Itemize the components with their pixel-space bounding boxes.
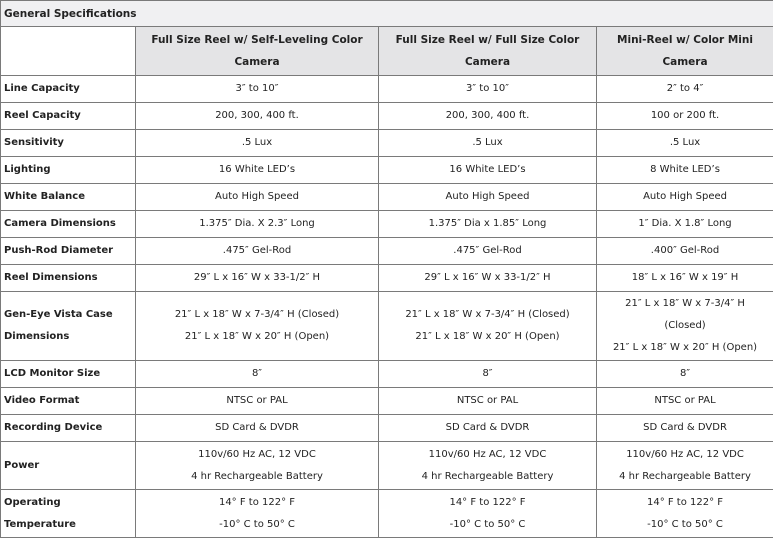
spec-value-cell: [136, 157, 379, 184]
row-label-cell: [1, 361, 136, 388]
row-label: Sensitivity: [4, 137, 64, 148]
spec-value: 1.375″ Dia x 1.85″ Long: [428, 218, 547, 229]
row-label: Reel Capacity: [4, 110, 81, 121]
spec-value-cell: [597, 292, 773, 361]
table-row: [1, 103, 773, 130]
spec-value: 21″ L x 18″ W x 20″ H (Open): [612, 342, 758, 353]
spec-value: .475″ Gel-Rod: [453, 245, 522, 256]
row-label: Push-Rod Diameter: [4, 245, 114, 256]
spec-value: 29″ L x 16″ W x 33-1/2″ H: [193, 272, 321, 283]
spec-value-cell: [379, 415, 597, 442]
spec-value-cell: [379, 130, 597, 157]
spec-value: -10° C to 50° C: [647, 518, 723, 530]
row-label-cell: [1, 103, 136, 130]
spec-value-cell: [597, 490, 773, 538]
spec-value: SD Card & DVDR: [215, 422, 299, 433]
spec-value: 18″ L x 16″ W x 19″ H: [631, 272, 739, 283]
spec-value: 110v/60 Hz AC, 12 VDC: [428, 448, 547, 460]
table-row: [1, 490, 773, 538]
row-label: Power: [4, 459, 40, 471]
spec-value-cell: [379, 388, 597, 415]
spec-value: NTSC or PAL: [654, 395, 716, 406]
spec-value: 16 White LED’s: [218, 164, 296, 175]
spec-value-cell: [597, 415, 773, 442]
spec-value: 3″ to 10″: [235, 83, 279, 94]
row-label-cell: [1, 388, 136, 415]
row-label: Camera Dimensions: [4, 218, 116, 229]
spec-value: 110v/60 Hz AC, 12 VDC: [626, 448, 744, 460]
spec-value-cell: [136, 442, 379, 490]
column-header-mini-reel: Mini-Reel w/ Color Mini Camera: [597, 27, 773, 76]
spec-value-cell: [379, 157, 597, 184]
spec-value-cell: [136, 211, 379, 238]
spec-value-cell: [597, 184, 773, 211]
table-row: [1, 130, 773, 157]
spec-value-cell: [597, 361, 773, 388]
spec-value-cell: [136, 292, 379, 361]
spec-value: 100 or 200 ft.: [650, 110, 720, 121]
spec-value: 8″: [251, 368, 263, 379]
spec-value-cell: [597, 265, 773, 292]
spec-value: 200, 300, 400 ft.: [215, 110, 299, 121]
spec-value-cell: [136, 76, 379, 103]
spec-value: Auto High Speed: [445, 191, 530, 202]
spec-value-cell: [136, 490, 379, 538]
spec-value: 21″ L x 18″ W x 7-3/4″ H (Closed): [405, 309, 570, 320]
row-label-cell: [1, 238, 136, 265]
spec-value: -10° C to 50° C: [219, 518, 295, 530]
spec-table-body: [1, 1, 773, 538]
row-label-cell: [1, 265, 136, 292]
spec-value: NTSC or PAL: [456, 395, 519, 406]
spec-value-cell: [136, 415, 379, 442]
spec-value: 4 hr Rechargeable Battery: [619, 470, 751, 482]
spec-value-cell: [379, 76, 597, 103]
table-row: [1, 292, 773, 361]
spec-value-cell: [379, 442, 597, 490]
spec-value-cell: [597, 130, 773, 157]
spec-value-cell: [597, 211, 773, 238]
row-label: White Balance: [4, 191, 85, 202]
table-row: [1, 157, 773, 184]
spec-value: .5 Lux: [472, 137, 503, 148]
spec-value: 2″ to 4″: [666, 83, 704, 94]
spec-value: (Closed): [664, 320, 706, 331]
spec-value-cell: [597, 157, 773, 184]
spec-value: Auto High Speed: [215, 191, 299, 202]
spec-value-cell: [597, 76, 773, 103]
spec-value: 14° F to 122° F: [218, 496, 296, 508]
row-label: Video Format: [4, 395, 80, 406]
spec-value-cell: [136, 238, 379, 265]
spec-value: .5 Lux: [241, 137, 273, 148]
row-label-cell: [1, 490, 136, 538]
spec-value: 1″ Dia. X 1.8″ Long: [638, 218, 732, 229]
row-label-cell: [1, 211, 136, 238]
table-row: [1, 265, 773, 292]
column-header-row: [1, 27, 773, 76]
row-label: Dimensions: [4, 331, 70, 342]
row-label: Lighting: [4, 164, 51, 175]
spec-value: 29″ L x 16″ W x 33-1/2″ H: [424, 272, 551, 283]
header-blank-cell: [1, 27, 136, 76]
spec-value-cell: [597, 388, 773, 415]
spec-value-cell: [136, 265, 379, 292]
spec-value-cell: [379, 103, 597, 130]
spec-value-cell: [597, 103, 773, 130]
table-row: [1, 76, 773, 103]
spec-value-cell: [136, 184, 379, 211]
spec-value: -10° C to 50° C: [449, 518, 526, 530]
title-row: [1, 1, 773, 27]
row-label: Recording Device: [4, 422, 103, 433]
table-title: General Specifications: [1, 1, 773, 27]
table-row: [1, 184, 773, 211]
spec-value-cell: [136, 130, 379, 157]
spec-value: 16 White LED’s: [449, 164, 526, 175]
row-label-cell: [1, 130, 136, 157]
row-label: Reel Dimensions: [4, 272, 98, 283]
spec-value: 4 hr Rechargeable Battery: [421, 470, 554, 482]
table-row: [1, 238, 773, 265]
spec-value: 8″: [482, 368, 493, 379]
row-label-cell: [1, 184, 136, 211]
spec-value: 8″: [679, 368, 691, 379]
spec-value: .475″ Gel-Rod: [222, 245, 292, 256]
column-header-full-size: Full Size Reel w/ Full Size Color Camera: [379, 27, 597, 76]
row-label: Gen-Eye Vista Case: [4, 309, 113, 320]
row-label-cell: [1, 157, 136, 184]
column-header-self-leveling: Full Size Reel w/ Self-Leveling Color Camera: [136, 27, 379, 76]
spec-value: 200, 300, 400 ft.: [445, 110, 530, 121]
row-label-cell: [1, 76, 136, 103]
spec-value: 14° F to 122° F: [449, 496, 526, 508]
spec-value: SD Card & DVDR: [445, 422, 530, 433]
spec-value: .5 Lux: [669, 137, 701, 148]
row-label: Operating: [4, 496, 61, 508]
spec-value: 21″ L x 18″ W x 7-3/4″ H: [625, 298, 745, 309]
spec-value-cell: [379, 265, 597, 292]
spec-value: 8 White LED’s: [650, 164, 720, 175]
spec-value-cell: [379, 184, 597, 211]
spec-value: 14° F to 122° F: [646, 496, 724, 508]
spec-value: .400″ Gel-Rod: [650, 245, 720, 256]
spec-value: 4 hr Rechargeable Battery: [191, 470, 323, 482]
spec-value: 21″ L x 18″ W x 7-3/4″ H (Closed): [174, 309, 340, 320]
spec-value: 3″ to 10″: [466, 83, 509, 94]
spec-value-cell: [379, 361, 597, 388]
row-label: Temperature: [4, 518, 76, 530]
spec-value-cell: [597, 442, 773, 490]
spec-value-cell: [379, 238, 597, 265]
spec-value: 1.375″ Dia. X 2.3″ Long: [199, 218, 315, 229]
spec-value-cell: [136, 388, 379, 415]
spec-value: NTSC or PAL: [226, 395, 288, 406]
spec-value-cell: [597, 238, 773, 265]
row-label-cell: [1, 415, 136, 442]
spec-value-cell: [379, 490, 597, 538]
spec-value: SD Card & DVDR: [643, 422, 727, 433]
spec-value: 110v/60 Hz AC, 12 VDC: [198, 448, 316, 460]
spec-value: 21″ L x 18″ W x 20″ H (Open): [415, 331, 560, 342]
spec-value-cell: [136, 103, 379, 130]
spec-value: 21″ L x 18″ W x 20″ H (Open): [184, 331, 330, 342]
spec-value: Auto High Speed: [643, 191, 727, 202]
spec-value-cell: [379, 211, 597, 238]
row-label-cell: [1, 292, 136, 361]
row-label: Line Capacity: [4, 83, 80, 94]
table-row: [1, 211, 773, 238]
table-row: [1, 442, 773, 490]
table-row: [1, 415, 773, 442]
spec-value-cell: [379, 292, 597, 361]
row-label: LCD Monitor Size: [4, 368, 101, 379]
spec-value-cell: [136, 361, 379, 388]
table-row: [1, 361, 773, 388]
row-label-cell: [1, 442, 136, 490]
table-row: [1, 388, 773, 415]
